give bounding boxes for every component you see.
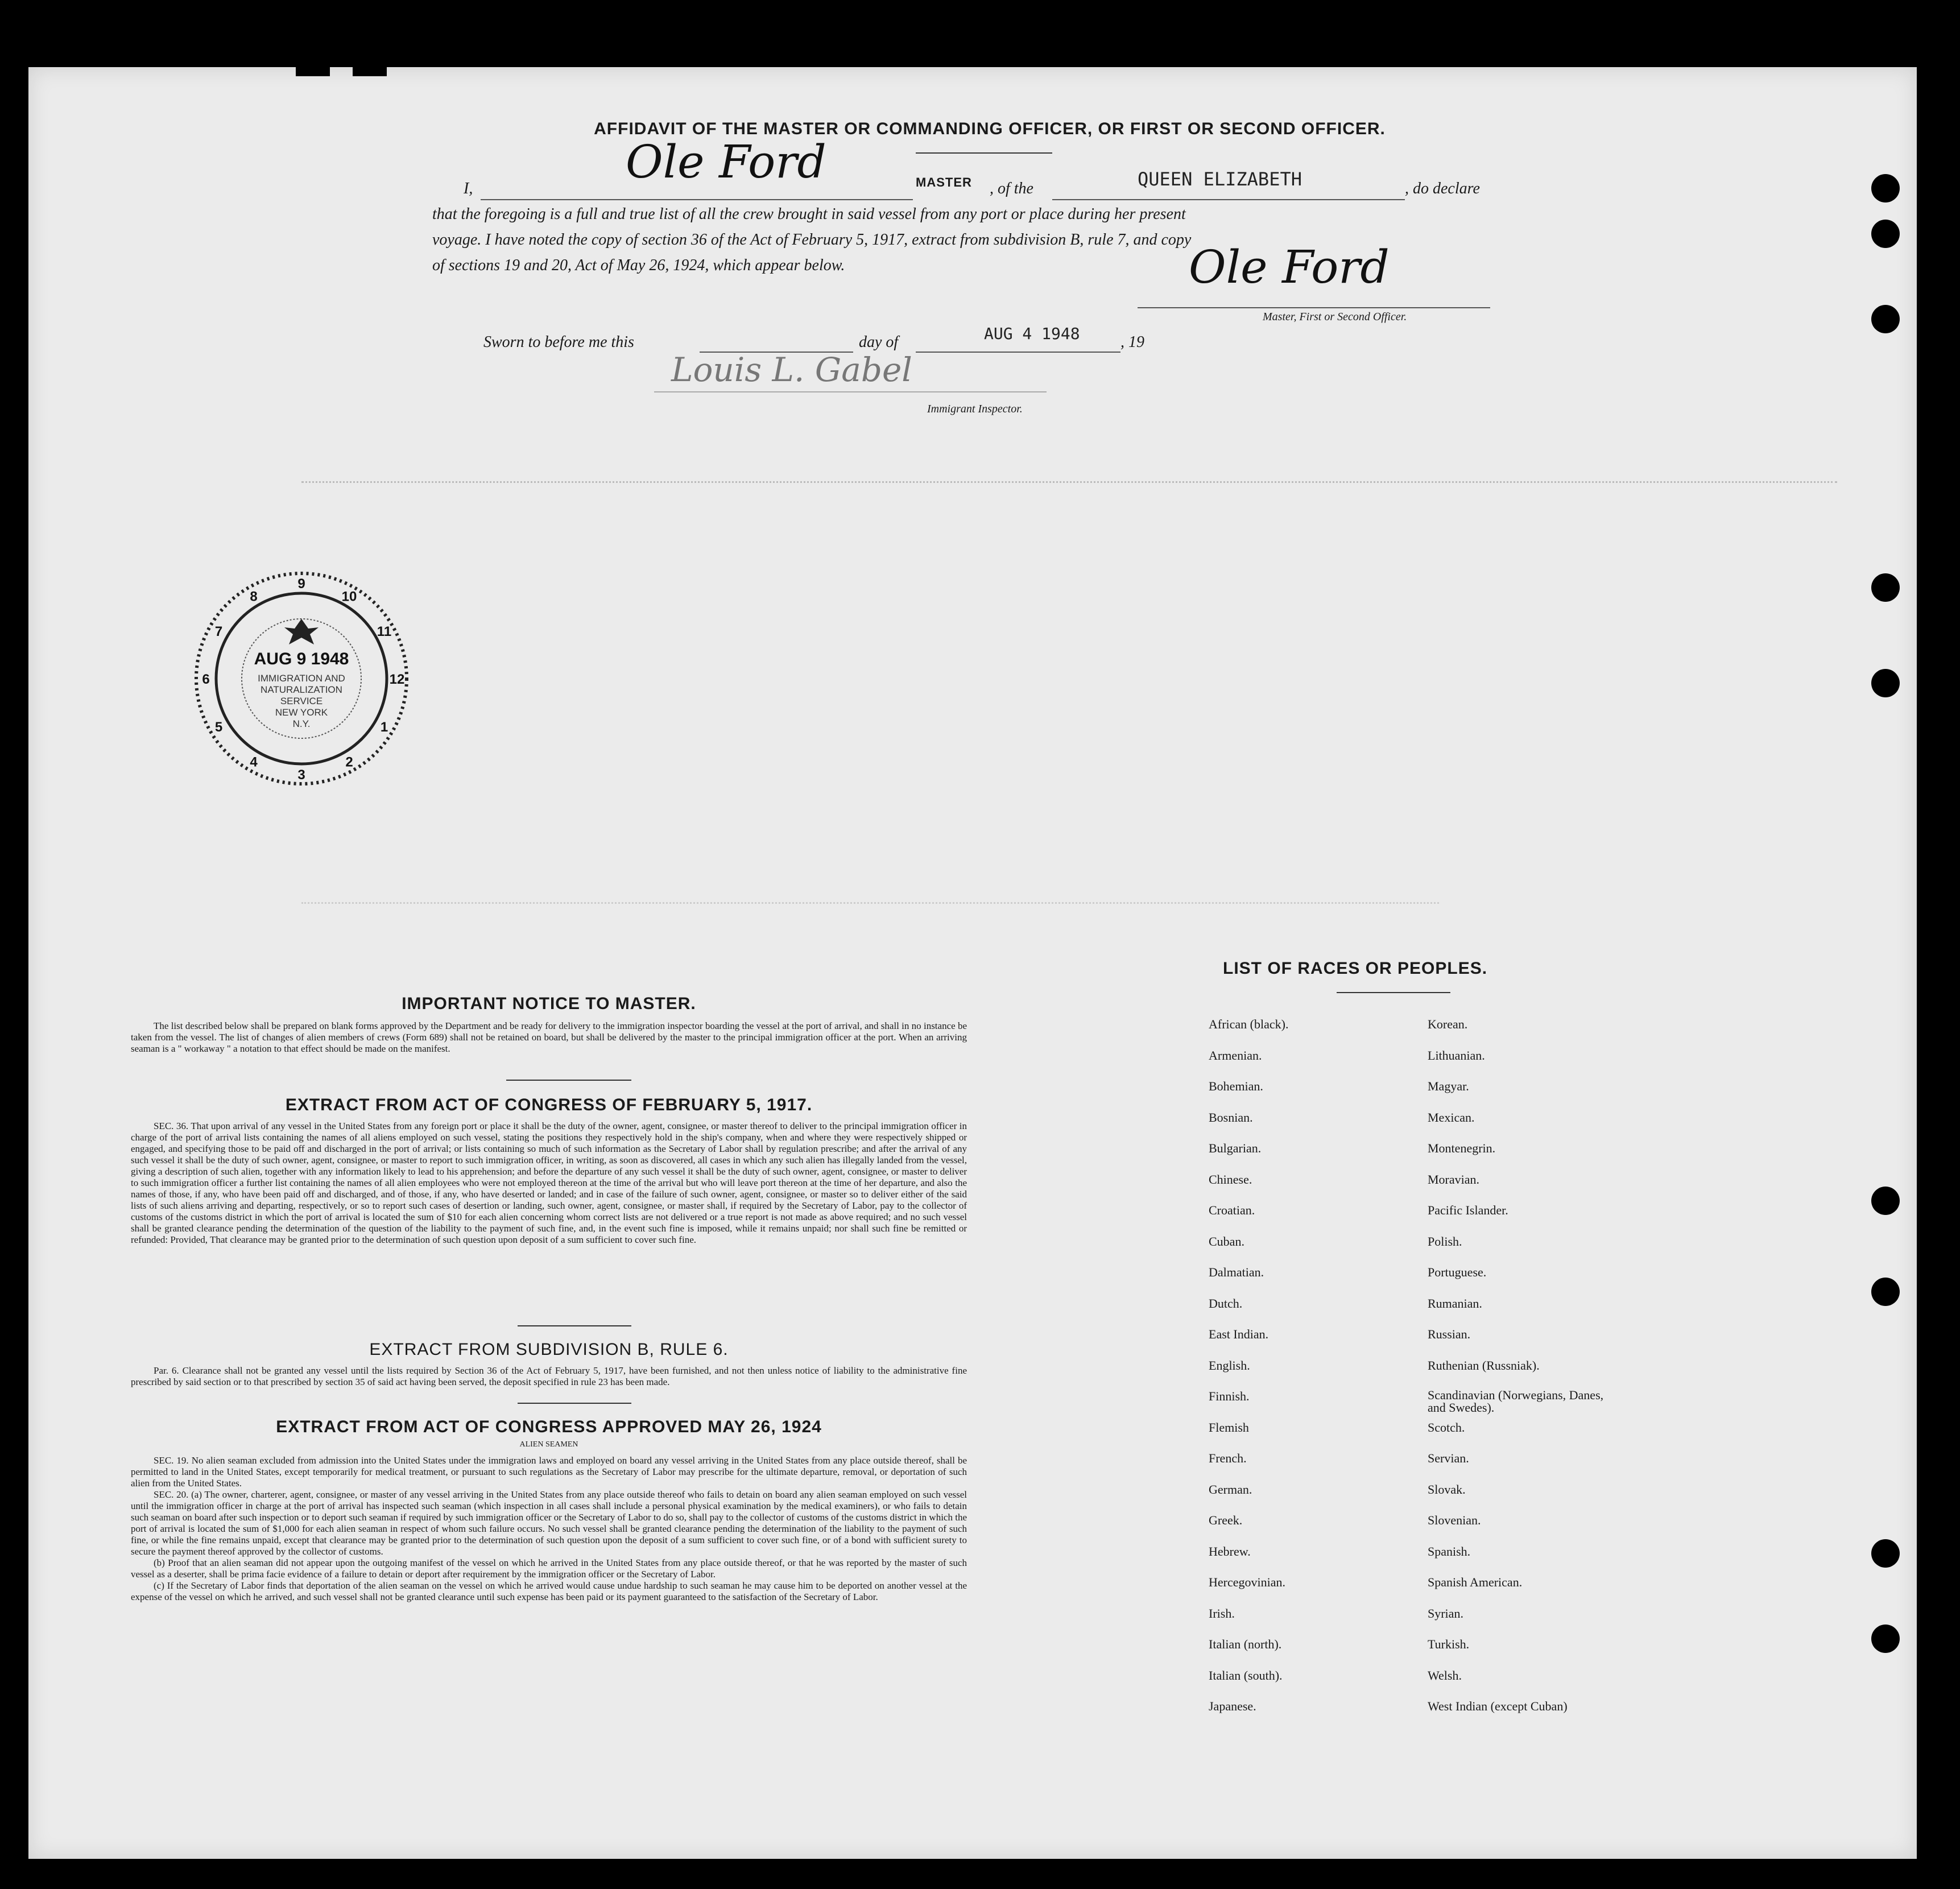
stamp-ring-number: 9: [297, 576, 305, 592]
stamp-ring-number: 8: [250, 589, 258, 605]
bleed-through-row: [301, 481, 1837, 485]
vessel-name: QUEEN ELIZABETH: [1138, 168, 1302, 190]
extract-1924-subtitle: ALIEN SEAMEN: [519, 1440, 578, 1449]
race-item: West Indian (except Cuban): [1428, 1699, 1568, 1713]
i-label: I,: [464, 180, 473, 197]
notice-body: The list described below shall be prepared on blank forms approved by the Department and be ready for delivery to the immigration inspector boarding the vessel at the port of arrival, and shall in no instance be taken from the vessel. The list of changes of alien members of crews (Form 689) shall not be retained on board, but shall be delivered by the master to the principal immigration officer at the port. When an arriving seaman is a " workaway " a notation to that effect should be made on the manifest.: [131, 1020, 967, 1054]
officer-signature-line: [1138, 307, 1490, 308]
punch-hole: [1871, 1187, 1900, 1215]
sworn-date-stamp: AUG 4 1948: [984, 324, 1080, 343]
race-item: Chinese.: [1209, 1172, 1252, 1187]
races-rule: [1337, 992, 1450, 993]
notice-title: IMPORTANT NOTICE TO MASTER.: [402, 994, 696, 1013]
race-item: Turkish.: [1428, 1637, 1470, 1651]
document-page: [28, 67, 1917, 1859]
bleed-through-row: [301, 902, 1439, 906]
race-item: Rumanian.: [1428, 1296, 1482, 1311]
race-item: Italian (north).: [1209, 1637, 1282, 1651]
vessel-name-line: [1052, 199, 1405, 200]
stamp-ring-number: 7: [214, 624, 223, 639]
punch-hole: [1871, 573, 1900, 602]
race-item: East Indian.: [1209, 1327, 1269, 1341]
race-item: Scotch.: [1428, 1420, 1465, 1435]
extract-1917-body: SEC. 36. That upon arrival of any vessel in the United States from any foreign port or place it shall be the duty of the owner, agent, consignee, or master thereof to deliver to the principal immigration officer in charge of the port of arrival lists containing the names of all aliens employed on such vessel, stating the positions they respectively hold in the ship's company, when and where they were respectively shipped or engaged, and specifying those to be paid off and discharged in the port of arrival; or lists containing so much of such information as the Secretary of Labor shall by regulation prescribe; and after the arrival of any such vessel it shall be the duty of such owner, agent, consignee, or master to report to such immigration officer, in writing, as soon as discovered, all cases in which any such alien has illegally landed from the vessel, giving a description of such alien, together with any information likely to lead to his apprehension; and before the departure of any such vessel it shall be the duty of such owner, agent, consignee, or master to deliver to such immigration officer a further list containing the names of all alien employees who were not employed thereon at the time of the arrival but who will leave port thereon at the time of her departure, and also the names of those, if any, who have been paid off and discharged, and of those, if any, who have deserted or landed; and in case of the failure of such owner, agent, consignee, or master so to deliver either of the said lists of such aliens arriving and departing, respectively, or so to report such cases of desertion or landing, such owner, agent, consignee, or master shall, if required by the Secretary of Labor, pay to the collector of customs of the customs district in which the port of arrival is located the sum of $10 for each alien concerning whom correct lists are not delivered or a true report is not made as above required; and no such vessel shall be granted clearance pending the determination of the question of the liability to the payment of such fine, and, in the event such fine is imposed, while it remains unpaid; nor shall such fine be remitted or refunded: Provided, That clearance may be granted prior to the determination of such question upon deposit of a sum sufficient to cover such fine.: [131, 1121, 967, 1245]
race-item: Greek.: [1209, 1513, 1243, 1527]
stamp-line-2: NATURALIZATION: [260, 684, 342, 695]
immigration-stamp: [188, 565, 415, 792]
sworn-label: Sworn to before me this: [483, 333, 634, 351]
race-item: Hebrew.: [1209, 1544, 1251, 1559]
sworn-month-line: [916, 352, 1120, 353]
race-item: Slovak.: [1428, 1482, 1466, 1497]
top-tab-left: [296, 61, 330, 76]
stamp-line-1: IMMIGRATION AND: [258, 673, 345, 684]
year-label: , 19: [1120, 333, 1144, 351]
race-item: Magyar.: [1428, 1079, 1469, 1093]
stamp-date: AUG 9 1948: [254, 650, 349, 668]
inspector-signature: Louis L. Gabel: [671, 350, 912, 389]
race-item: Bosnian.: [1209, 1110, 1253, 1125]
race-item: Dutch.: [1209, 1296, 1243, 1311]
race-item: Finnish.: [1209, 1389, 1250, 1403]
stamp-ring-number: 12: [389, 672, 405, 687]
punch-hole: [1871, 1539, 1900, 1568]
race-item: Slovenian.: [1428, 1513, 1481, 1527]
race-item: Bulgarian.: [1209, 1141, 1262, 1155]
race-item: Irish.: [1209, 1606, 1235, 1621]
section-19: SEC. 19. No alien seaman excluded from admission into the United States under the immigration laws and employed on board any vessel arriving in the United States from any place outside thereof, shall be permitted to land in the United States, except temporarily for medical treatment, or pursuant to such regulations as the Secretary of Labor may prescribe for the ultimate departure, removal, or deportation of such alien from the United States.: [131, 1455, 967, 1489]
top-tab-right: [353, 61, 387, 76]
race-item: Syrian.: [1428, 1606, 1463, 1621]
race-item: Hercegovinian.: [1209, 1575, 1285, 1589]
race-item: Croatian.: [1209, 1203, 1255, 1217]
declaration-line-2: that the foregoing is a full and true list of all the crew brought in said vessel from any port or place during her present: [432, 205, 1186, 223]
declaration-line-3: voyage. I have noted the copy of section 36 of the Act of February 5, 1917, extract from subdivision B, rule 7, and copy: [432, 231, 1192, 249]
stamp-ring-number: 2: [345, 754, 353, 770]
race-item: Bohemian.: [1209, 1079, 1263, 1093]
master-caption: MASTER: [916, 175, 972, 189]
master-name-line: [481, 199, 913, 200]
race-item: English.: [1209, 1358, 1250, 1373]
stamp-line-3: SERVICE: [280, 696, 323, 706]
notice-rule: [506, 1080, 631, 1081]
subdivision-body: Par. 6. Clearance shall not be granted any vessel until the lists required by Section 36 of the Act of February 5, 1917, have been furnished, and not then unless notice of liability to the administrative fine prescribed by said section or to that prescribed by section 35 of said act having been served, the deposit specified in rule 23 has been made.: [131, 1365, 967, 1387]
race-item: Japanese.: [1209, 1699, 1256, 1713]
race-item: Welsh.: [1428, 1668, 1462, 1683]
punch-hole: [1871, 669, 1900, 697]
subdivision-rule: [518, 1403, 631, 1404]
inspector-caption: Immigrant Inspector.: [927, 403, 1023, 415]
race-item: Scandinavian (Norwegians, Danes, and Swedes).: [1428, 1388, 1604, 1415]
extract-1917-rule: [518, 1325, 631, 1326]
stamp-ring-number: 1: [380, 720, 388, 735]
race-item: Korean.: [1428, 1017, 1468, 1031]
race-item: Dalmatian.: [1209, 1265, 1264, 1279]
day-of-label: day of: [859, 333, 899, 351]
race-item: Montenegrin.: [1428, 1141, 1496, 1155]
race-item: Flemish: [1209, 1420, 1249, 1435]
inspector-signature-line: [654, 391, 1047, 392]
officer-caption: Master, First or Second Officer.: [1263, 311, 1407, 323]
race-item: Cuban.: [1209, 1234, 1244, 1249]
stamp-line-5: N.Y.: [292, 718, 311, 729]
punch-hole: [1871, 174, 1900, 202]
race-item: Pacific Islander.: [1428, 1203, 1508, 1217]
race-item: Portuguese.: [1428, 1265, 1487, 1279]
race-item: German.: [1209, 1482, 1252, 1497]
stamp-ring-number: 10: [341, 589, 357, 605]
race-item: French.: [1209, 1451, 1247, 1465]
declaration-line-4: of sections 19 and 20, Act of May 26, 1924, which appear below.: [432, 257, 845, 274]
stamp-line-4: NEW YORK: [275, 707, 328, 718]
section-20b: (b) Proof that an alien seaman did not appear upon the outgoing manifest of the vessel on which he arrived in the United States from any place outside thereof, or that he was reported by the master of such vessel as a deserter, shall be prima facie evidence of a failure to detain or deport after requirement by the immigration officer or the Secretary of Labor.: [131, 1557, 967, 1580]
punch-hole: [1871, 1278, 1900, 1306]
section-20a: SEC. 20. (a) The owner, charterer, agent, consignee, or master of any vessel arriving in the United States from any place outside thereof who fails to detain on board any alien seaman employed on such vessel until the immigration officer in charge at the port of arrival has inspected such seaman (which inspection in all cases shall include a personal physical examination by the medical examiners), or who fails to detain such seaman on board after such inspection or to deport such seaman if required by such immigration officer or the Secretary of Labor to do so, shall pay to the collector of customs of the customs district in which the port of arrival is located the sum of $1,000 for each alien seaman in respect of whom such failure occurs. No such vessel shall be granted clearance pending the determination of the liability to the payment of such fine, or while the fine remains unpaid, except that clearance may be granted prior to the determination of such question upon the deposit of a sum sufficient to cover such fine, or of a bond with sufficient surety to secure the payment thereof approved by the collector of customs.: [131, 1489, 967, 1557]
extract-1924-title: EXTRACT FROM ACT OF CONGRESS APPROVED MAY 26, 1924: [276, 1417, 822, 1436]
title-rule: [916, 152, 1052, 154]
race-item: Servian.: [1428, 1451, 1469, 1465]
do-declare-label: , do declare: [1405, 180, 1480, 197]
extract-1924-body: [131, 1455, 967, 1603]
race-item: Lithuanian.: [1428, 1048, 1485, 1063]
section-20c: (c) If the Secretary of Labor finds that deportation of the alien seaman on the vessel on which he arrived would cause undue hardship to such seaman he may cause him to be deported on another vessel at the expense of the vessel on which he arrived, and such vessel shall not be granted clearance until such expense has been paid or its payment guaranteed to the satisfaction of the Secretary of Labor.: [131, 1580, 967, 1602]
stamp-ring-number: 6: [202, 672, 210, 687]
race-item: Russian.: [1428, 1327, 1471, 1341]
race-item: African (black).: [1209, 1017, 1289, 1031]
stamp-ring-number: 3: [297, 767, 305, 783]
master-signature: Ole Ford: [626, 135, 826, 188]
races-title: LIST OF RACES OR PEOPLES.: [1223, 959, 1488, 978]
stamp-ring-number: 5: [214, 720, 223, 735]
extract-1917-title: EXTRACT FROM ACT OF CONGRESS OF FEBRUARY 5, 1917.: [285, 1096, 813, 1114]
race-item: Spanish.: [1428, 1544, 1471, 1559]
race-item: Mexican.: [1428, 1110, 1475, 1125]
subdivision-title: EXTRACT FROM SUBDIVISION B, RULE 6.: [369, 1340, 729, 1359]
punch-hole: [1871, 220, 1900, 248]
stamp-ring-number: 11: [377, 624, 392, 639]
race-item: Italian (south).: [1209, 1668, 1283, 1683]
affidavit-title: AFFIDAVIT OF THE MASTER OR COMMANDING OFFICER, OR FIRST OR SECOND OFFICER.: [594, 119, 1386, 138]
officer-signature: Ole Ford: [1189, 241, 1390, 294]
punch-hole: [1871, 1625, 1900, 1653]
race-item: Moravian.: [1428, 1172, 1480, 1187]
punch-hole: [1871, 305, 1900, 333]
stamp-ring-number: 4: [250, 754, 258, 770]
race-item: Polish.: [1428, 1234, 1462, 1249]
stamp-eagle-icon: [284, 619, 319, 644]
race-item: Ruthenian (Russniak).: [1428, 1358, 1540, 1373]
of-the-label: , of the: [990, 180, 1033, 197]
race-item: Armenian.: [1209, 1048, 1262, 1063]
race-item: Spanish American.: [1428, 1575, 1523, 1589]
